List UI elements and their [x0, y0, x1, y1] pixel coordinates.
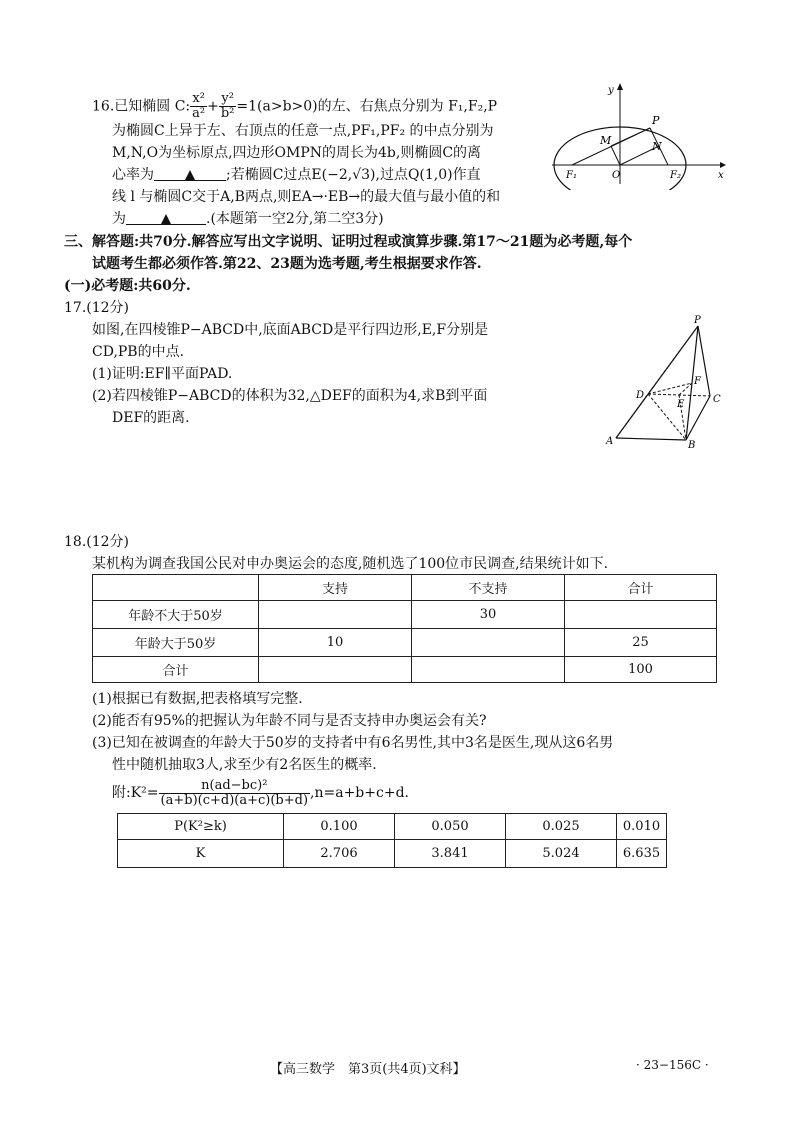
table-cell: 5.024	[506, 840, 617, 868]
x2-over-a2: $\frac{\text{x²}}{\text{a²}}$	[192, 91, 206, 121]
table-cell: 不支持	[412, 575, 565, 601]
table-cell: 6.635	[617, 840, 667, 868]
k-critical-table	[117, 813, 667, 868]
q18-part3b: 性中随机抽取3人,求至少有2名医生的概率.	[112, 757, 377, 773]
table-cell: 2.706	[284, 840, 395, 868]
section3-line2: 试题考生都必须作答.第22、23题为选考题,考生根据要求作答.	[92, 256, 482, 272]
footer-page-info: 【高三数学 第3页(共4页)文科】	[270, 1062, 466, 1077]
q17-line2: CD,PB的中点.	[92, 344, 185, 360]
table-cell: 0.100	[284, 814, 395, 840]
q17-num: 17.(12分)	[64, 300, 130, 316]
section3-sub: (一)必考题:共60分.	[64, 278, 191, 294]
y2-over-b2: $\frac{\text{y²}}{\text{b²}}$	[220, 91, 235, 121]
label-C: C	[713, 394, 721, 405]
q18-num: 18.(12分)	[64, 534, 130, 550]
label-N: N	[652, 140, 662, 153]
table-cell: 0.010	[617, 814, 667, 840]
table-row	[118, 840, 667, 868]
table-row	[93, 575, 717, 601]
ellipse-figure	[548, 80, 728, 190]
table-cell: P(K²≥k)	[118, 814, 284, 840]
table-cell	[412, 657, 565, 683]
table-cell	[412, 629, 565, 657]
footer-code: · 23−156C ·	[636, 1058, 709, 1072]
q18-intro: 某机构为调查我国公民对申办奥运会的态度,随机选了100位市民调查,结果统计如下.	[92, 556, 609, 572]
label-F2: F₂	[670, 170, 681, 181]
table-cell: K	[118, 840, 284, 868]
table-cell: 30	[412, 601, 565, 629]
label-P: P	[652, 114, 660, 127]
table-cell: 0.025	[506, 814, 617, 840]
formula-fraction: $\frac{\text{n(ad−bc)²}}{(a+b)(c+d)(a+c)(b+d)}$	[160, 777, 309, 808]
label-x: x	[718, 170, 724, 181]
table-cell: 合计	[93, 657, 259, 683]
label-D: D	[636, 390, 645, 401]
q17-part1: (1)证明:EF∥平面PAD.	[92, 366, 233, 382]
q16-line3: M,N,O为坐标原点,四边形OMPN的周长为4b,则椭圆C的离	[112, 145, 482, 161]
q17-line1: 如图,在四棱锥P−ABCD中,底面ABCD是平行四边形,E,F分别是	[92, 322, 489, 338]
answer-blank-1[interactable]: ▲	[154, 164, 226, 181]
table-cell	[259, 601, 412, 629]
label-A: A	[606, 436, 614, 447]
q17-part2a: (2)若四棱锥P−ABCD的体积为32,△DEF的面积为4,求B到平面	[92, 388, 488, 404]
label-F: F	[694, 376, 701, 387]
q16-line6: 为 ▲ .(本题第一空2分,第二空3分)	[112, 208, 384, 230]
survey-table	[92, 574, 717, 683]
pyramid-figure	[600, 312, 730, 452]
label-F1: F₁	[566, 170, 577, 181]
label-B: B	[688, 440, 696, 451]
answer-blank-2[interactable]: ▲	[126, 208, 206, 225]
table-cell: 100	[565, 657, 717, 683]
q16-line4: 心率为 ▲ ;若椭圆C过点E(−2,√3),过点Q(1,0)作直	[112, 164, 481, 186]
table-cell: 10	[259, 629, 412, 657]
table-cell	[565, 601, 717, 629]
table-cell: 支持	[259, 575, 412, 601]
table-cell: 25	[565, 629, 717, 657]
label-M: M	[600, 134, 612, 147]
table-cell: 合计	[565, 575, 717, 601]
table-cell: 年龄不大于50岁	[93, 601, 259, 629]
section3-line1: 三、解答题:共70分.解答应写出文字说明、证明过程或演算步骤.第17～21题为必考题,每个	[64, 234, 633, 250]
q16-line1: 16.已知椭圆 C: $\frac{\text{x²}}{\text{a²}}$ + $\frac{\text{y²}}{\text{b²}}$ =1(a>b>0)的左、右焦点分别为 F₁,F₂,P	[92, 91, 498, 121]
table-row	[93, 629, 717, 657]
label-y: y	[608, 85, 614, 96]
q18-part1: (1)根据已有数据,把表格填写完整.	[92, 691, 303, 707]
label-O: O	[612, 170, 621, 181]
chi-square-formula: 附:K²= $\frac{\text{n(ad−bc)²}}{(a+b)(c+d)(a+c)(b+d)}$ ,n=a+b+c+d.	[112, 777, 409, 808]
q17-part2b: DEF的距离.	[112, 410, 190, 426]
table-cell: 0.050	[395, 814, 506, 840]
table-cell	[259, 657, 412, 683]
q16-line2: 为椭圆C上异于左、右顶点的任意一点,PF₁,PF₂ 的中点分别为	[112, 123, 494, 139]
table-cell: 年龄大于50岁	[93, 629, 259, 657]
table-cell	[93, 575, 259, 601]
label-E: E	[677, 399, 685, 410]
table-row	[93, 601, 717, 629]
table-cell: 3.841	[395, 840, 506, 868]
label-P: P	[694, 315, 701, 326]
q18-part2: (2)能否有95%的把握认为年龄不同与是否支持申办奥运会有关?	[92, 713, 487, 729]
table-row	[93, 657, 717, 683]
q18-part3a: (3)已知在被调查的年龄大于50岁的支持者中有6名男性,其中3名是医生,现从这6名男	[92, 735, 614, 751]
table-row	[118, 814, 667, 840]
q16-line5: 线 l 与椭圆C交于A,B两点,则EA→·EB→的最大值与最小值的和	[112, 189, 501, 205]
